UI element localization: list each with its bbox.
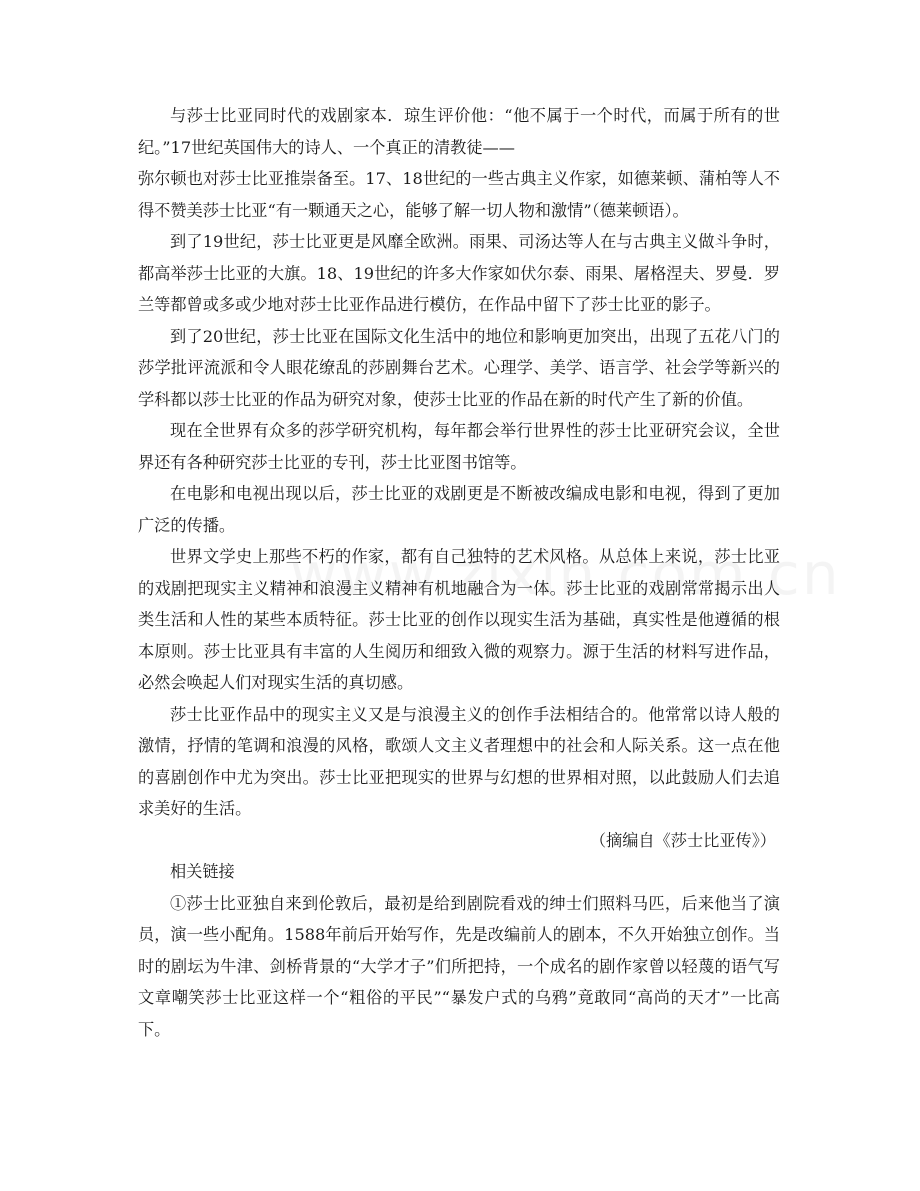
paragraph-6: 世界文学史上那些不朽的作家，都有自己独特的艺术风格。从总体上来说，莎士比亚的戏剧把现实主义精神和浪漫主义精神有机地融合为一体。莎士比亚的戏剧常常揭示出人类生活和人性的某些本质特征。莎士比亚的创作以现实生活为基础，真实性是他遵循的根本原则。莎士比亚具有丰富的人生阅历和细致入微的观察力。源于生活的材料写进作品，必然会唤起人们对现实生活的真切感。 (138, 547, 780, 692)
related-paragraph-1: ①莎士比亚独自来到伦敦后，最初是给到剧院看戏的绅士们照料马匹，后来他当了演员，演一些小配角。1588年前后开始写作，先是改编前人的剧本，不久开始独立创作。当时的剧坛为牛津、剑桥背景的“大学才子”们所把持，一个成名的剧作家曾以轻蔑的语气写文章嘲笑莎士比亚这样一个“粗俗的平民”“暴发户式的乌鸦”竟敢同“高尚的天才”一比高下。 (138, 893, 780, 1039)
document-body (138, 100, 780, 1045)
related-links-heading: 相关链接 (170, 862, 235, 881)
paragraph-4: 现在全世界有众多的莎学研究机构，每年都会举行世界性的莎士比亚研究会议，全世界还有各种研究莎士比亚的专刊，莎士比亚图书馆等。 (138, 421, 780, 472)
paragraph-2: 到了19世纪，莎士比亚更是风靡全欧洲。雨果、司汤达等人在与古典主义做斗争时，都高举莎士比亚的大旗。18、19世纪的许多大作家如伏尔泰、雨果、屠格涅夫、罗曼．罗兰等都曾或多或少地对莎士比亚作品进行模仿，在作品中留下了莎士比亚的影子。 (138, 232, 780, 314)
paragraph-1: 与莎士比亚同时代的戏剧家本．琼生评价他：“他不属于一个时代，而属于所有的世纪。”17世纪英国伟大的诗人、一个真正的清教徒—— (138, 106, 780, 157)
paragraph-3: 到了20世纪，莎士比亚在国际文化生活中的地位和影响更加突出，出现了五花八门的莎学批评流派和令人眼花缭乱的莎剧舞台艺术。心理学、美学、语言学、社会学等新兴的学科都以莎士比亚的作品为研究对象，使莎士比亚的作品在新的时代产生了新的价值。 (138, 326, 780, 409)
paragraph-5: 在电影和电视出现以后，莎士比亚的戏剧更是不断被改编成电影和电视，得到了更加广泛的传播。 (138, 484, 780, 535)
source-citation: （摘编自《莎士比亚传》） (589, 830, 776, 850)
paragraph-7: 莎士比亚作品中的现实主义又是与浪漫主义的创作手法相结合的。他常常以诗人般的激情，抒情的笔调和浪漫的风格，歌颂人文主义者理想中的社会和人际关系。这一点在他的喜剧创作中尤为突出。莎士比亚把现实的世界与幻想的世界相对照，以此鼓励人们去追求美好的生活。 (138, 704, 780, 818)
paragraph-1-continued: 弥尔顿也对莎士比亚推崇备至。17、18世纪的一些古典主义作家，如德莱顿、蒲柏等人不得不赞美莎士比亚“有一颗通天之心，能够了解一切人物和激情”（德莱顿语）。 (138, 169, 780, 220)
